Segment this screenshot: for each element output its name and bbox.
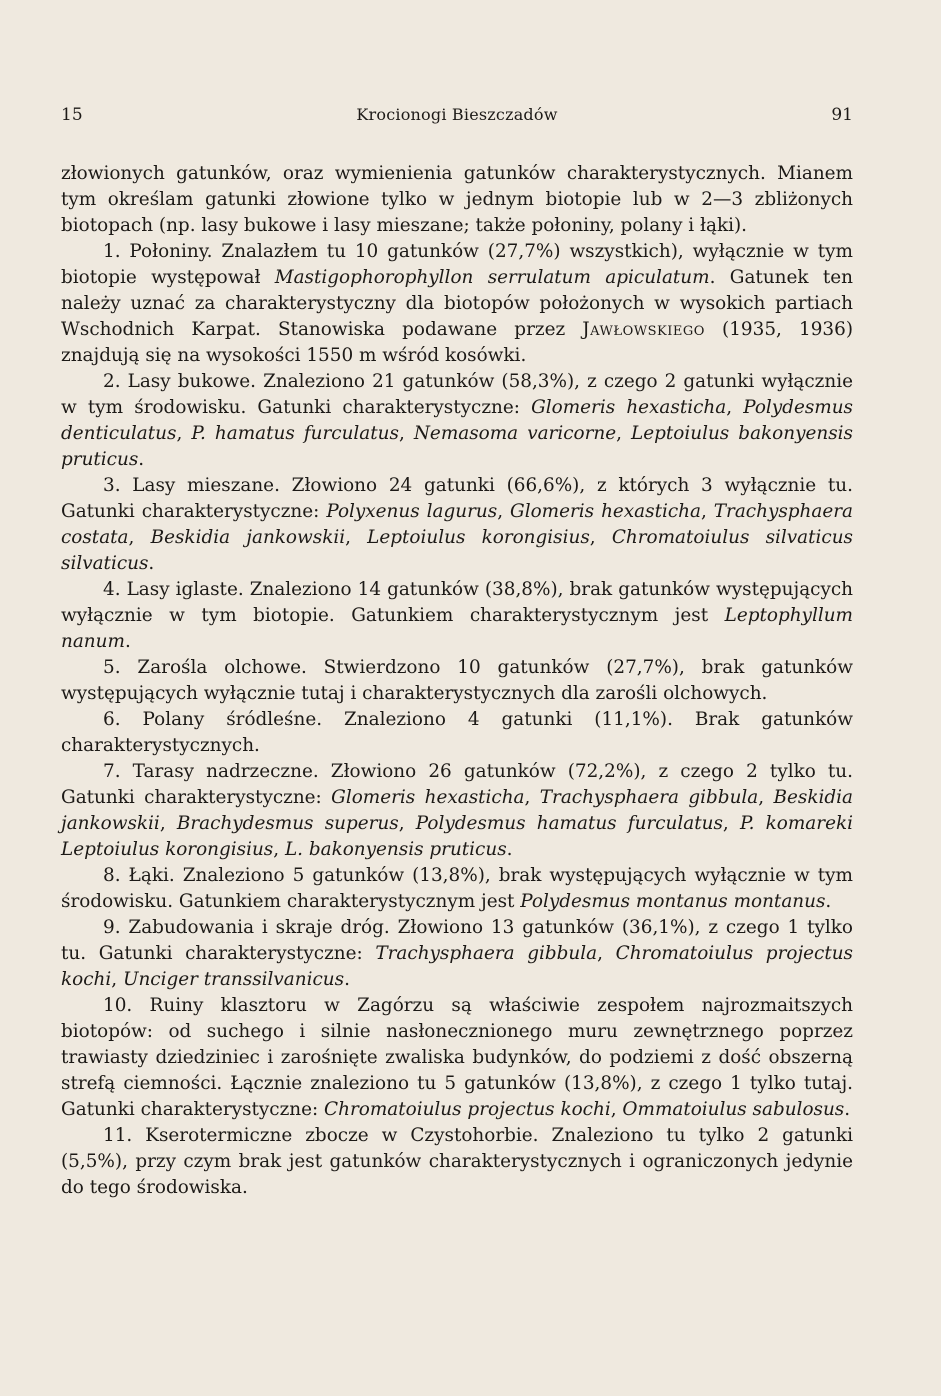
text-run: 6. Polany śródleśne. Znaleziono 4 gatunki (11,1%). Brak gatunków charakterystycznych.	[61, 709, 853, 756]
paragraph	[61, 239, 853, 369]
species-name: Mastigophorophyllon serrulatum apiculatum	[274, 267, 710, 288]
species-name: Chromatoiulus silvaticus silvaticus	[61, 527, 853, 574]
text-run: ,	[398, 813, 416, 834]
author-name: Jawłowskiego	[582, 319, 705, 340]
text-run: 3. Lasy mieszane. Złowiono 24 gatunki (66,6%), z których 3 wyłącznie tu. Gatunki charakterystyczne:	[61, 475, 853, 522]
species-name: Beskidia jankowskii	[61, 787, 853, 834]
text-run: 8. Łąki. Znaleziono 5 gatunków (13,8%), brak występujących wyłącznie w tym środowisku. Gatunkiem charakterystycznym jest	[61, 865, 853, 912]
species-name: Nemasoma varicorne	[413, 423, 617, 444]
text-run: ,	[758, 787, 774, 808]
paragraph	[61, 1123, 853, 1201]
species-name: Trachysphaera costata	[61, 501, 853, 548]
text-run: ,	[726, 397, 744, 418]
text-run: 10. Ruiny klasztoru w Zagórzu są właściwie zespołem najrozmaitszych biotopów: od suchego i silnie nasłonecznionego muru zewnętrznego poprzez trawiasty dziedziniec i zarośnięte zwaliska budynków, do podziemi z dość obszerną strefą ciemności. Łącznie znaleziono tu 5 gatunków (13,8%), z czego 1 tylko tutaj. Gatunki charakterystyczne:	[61, 995, 853, 1120]
species-name: L. bakonyensis pruticus	[284, 839, 507, 860]
paragraph	[61, 473, 853, 577]
text-run: ,	[398, 423, 414, 444]
text-run: 4. Lasy iglaste. Znaleziono 14 gatunków (38,8%), brak gatunków występujących wyłącznie w tym biotopie. Gatunkiem charakterystycznym jest	[61, 579, 853, 626]
text-run: .	[124, 631, 131, 652]
species-name: Ommatoiulus sabulosus	[622, 1099, 845, 1120]
text-run: 1. Połoniny. Znalazłem tu 10 gatunków (27,7%) wszystkich), wyłącznie w tym biotopie występował	[61, 241, 853, 288]
species-name: Leptoiulus bakonyensis pruticus	[61, 423, 853, 470]
species-name: Leptophyllum nanum	[61, 605, 853, 652]
text-run: ,	[597, 943, 616, 964]
species-name: Polydesmus montanus montanus	[520, 891, 826, 912]
text-run: złowionych gatunków, oraz wymienienia gatunków charakterystycznych. Mianem tym określam gatunki złowione tylko w jednym biotopie lub w 2—3 zbliżonych biotopach (np. lasy bukowe i lasy mieszane; także połoniny, polany i łąki).	[61, 163, 853, 236]
text-run: 9. Zabudowania i skraje dróg. Złowiono 13 gatunków (36,1%), z czego 1 tylko tu. Gatunki charakterystyczne:	[61, 917, 853, 964]
text-run: ,	[128, 527, 151, 548]
paragraph	[61, 863, 853, 915]
species-name: Chromatoiulus projectus kochi	[61, 943, 853, 990]
text-run: ,	[524, 787, 540, 808]
text-run: 7. Tarasy nadrzeczne. Złowiono 26 gatunków (72,2%), z czego 2 tylko tu. Gatunki charakterystyczne:	[61, 761, 853, 808]
species-name: Chromatoiulus projectus kochi	[324, 1099, 611, 1120]
paragraph	[61, 759, 853, 863]
text-run: ,	[497, 501, 511, 522]
running-header	[61, 105, 853, 125]
species-name: Glomeris hexasticha	[531, 397, 727, 418]
species-name: Polyxenus lagurus	[326, 501, 498, 522]
text-run: ,	[273, 839, 285, 860]
paragraph	[61, 655, 853, 707]
text-run: ,	[176, 423, 192, 444]
species-name: Glomeris hexasticha	[510, 501, 701, 522]
text-run: 5. Zarośla olchowe. Stwierdzono 10 gatunków (27,7%), brak gatunków występujących wyłącznie tutaj i charakterystycznych dla zarośli olchowych.	[61, 657, 853, 704]
species-name: Leptoiulus korongisius	[61, 839, 274, 860]
paragraph	[61, 369, 853, 473]
text-run: .	[506, 839, 513, 860]
species-name: Brachydesmus superus	[176, 813, 399, 834]
text-run: 11. Kserotermiczne zbocze w Czystohorbie. Znaleziono tu tylko 2 gatunki (5,5%), przy czym brak jest gatunków charakterystycznych i ograniczonych jedynie do tego środowiska.	[61, 1125, 853, 1198]
text-run: ,	[111, 969, 123, 990]
species-name: Glomeris hexasticha	[331, 787, 525, 808]
text-run: ,	[589, 527, 612, 548]
text-run: ,	[159, 813, 177, 834]
species-name: Trachysphaera gibbula	[375, 943, 598, 964]
text-run: ,	[345, 527, 368, 548]
species-name: P. hamatus furculatus	[191, 423, 399, 444]
text-run: .	[825, 891, 832, 912]
text-run: .	[344, 969, 350, 990]
body-text	[61, 161, 853, 1201]
species-name: Beskidia jankowskii	[150, 527, 346, 548]
text-run: ,	[610, 1099, 623, 1120]
paragraph	[61, 707, 853, 759]
paragraph	[61, 161, 853, 239]
paragraph	[61, 993, 853, 1123]
species-name: Polydesmus hamatus furculatus	[415, 813, 723, 834]
text-run: ,	[700, 501, 714, 522]
species-name: Polydesmus denticulatus	[61, 397, 853, 444]
running-title: Krocionogi Bieszczadów	[356, 105, 558, 124]
page-number: 91	[831, 105, 853, 125]
header-left-number: 15	[61, 105, 83, 125]
text-run: ,	[616, 423, 632, 444]
species-name: Unciger transsilvanicus	[122, 969, 345, 990]
text-run: .	[148, 553, 155, 574]
text-run: . Gatunek ten należy uznać za charakterystyczny dla biotopów położonych w wysokich partiach Wschodnich Karpat. Stanowiska podawane przez	[61, 267, 853, 340]
paragraph	[61, 915, 853, 993]
paragraph	[61, 577, 853, 655]
text-run: .	[844, 1099, 851, 1120]
species-name: Trachysphaera gibbula	[539, 787, 759, 808]
species-name: Leptoiulus korongisius	[367, 527, 590, 548]
species-name: P. komareki	[739, 813, 853, 834]
text-run: .	[138, 449, 145, 470]
text-run: ,	[722, 813, 740, 834]
text-run: (1935, 1936) znajdują się na wysokości 1550 m wśród kosówki.	[61, 319, 854, 366]
text-run: 2. Lasy bukowe. Znaleziono 21 gatunków (58,3%), z czego 2 gatunki wyłącznie w tym środowisku. Gatunki charakterystyczne:	[61, 371, 853, 418]
